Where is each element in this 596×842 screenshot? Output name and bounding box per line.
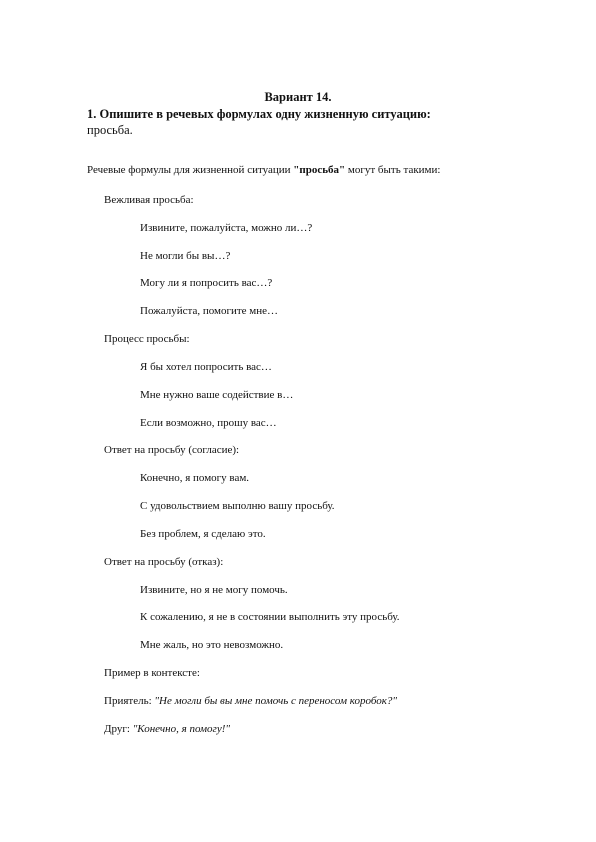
- question-topic: просьба.: [87, 123, 133, 137]
- list-item: Без проблем, я сделаю это.: [140, 528, 266, 540]
- intro-text-before: Речевые формулы для жизненной ситуации: [87, 164, 294, 176]
- list-item: Я бы хотел попросить вас…: [140, 361, 272, 373]
- section-heading-refusal: Ответ на просьбу (отказ):: [104, 556, 224, 568]
- list-item: Мне жаль, но это невозможно.: [140, 639, 284, 651]
- dialog-speaker: Приятель:: [104, 695, 155, 707]
- dialog-quote: "Не могли бы вы мне помочь с переносом коробок?": [154, 695, 397, 707]
- section-heading-request-process: Процесс просьбы:: [104, 333, 190, 345]
- dialog-quote: "Конечно, я помогу!": [132, 723, 231, 735]
- list-item: Извините, но я не могу помочь.: [140, 584, 288, 596]
- list-item: Мне нужно ваше содействие в…: [140, 389, 294, 401]
- document-title: Вариант 14.: [264, 90, 332, 104]
- dialog-line: [104, 693, 397, 709]
- list-item: К сожалению, я не в состоянии выполнить эту просьбу.: [140, 611, 400, 623]
- dialog-speaker: Друг:: [104, 723, 133, 735]
- intro-paragraph: [87, 162, 440, 178]
- intro-text-after: могут быть такими:: [345, 164, 441, 176]
- section-heading-polite-request: Вежливая просьба:: [104, 194, 194, 206]
- list-item: Не могли бы вы…?: [140, 250, 231, 262]
- list-item: Если возможно, прошу вас…: [140, 417, 277, 429]
- section-heading-agreement: Ответ на просьбу (согласие):: [104, 444, 240, 456]
- section-heading-example: Пример в контексте:: [104, 667, 200, 679]
- list-item: Извините, пожалуйста, можно ли…?: [140, 222, 313, 234]
- list-item: Конечно, я помогу вам.: [140, 472, 250, 484]
- list-item: Пожалуйста, помогите мне…: [140, 305, 279, 317]
- dialog-line: [104, 721, 230, 737]
- question-heading: 1. Опишите в речевых формулах одну жизненную ситуацию:: [87, 107, 431, 121]
- list-item: Могу ли я попросить вас…?: [140, 277, 273, 289]
- intro-highlight: "просьба": [293, 164, 346, 176]
- list-item: С удовольствием выполню вашу просьбу.: [140, 500, 335, 512]
